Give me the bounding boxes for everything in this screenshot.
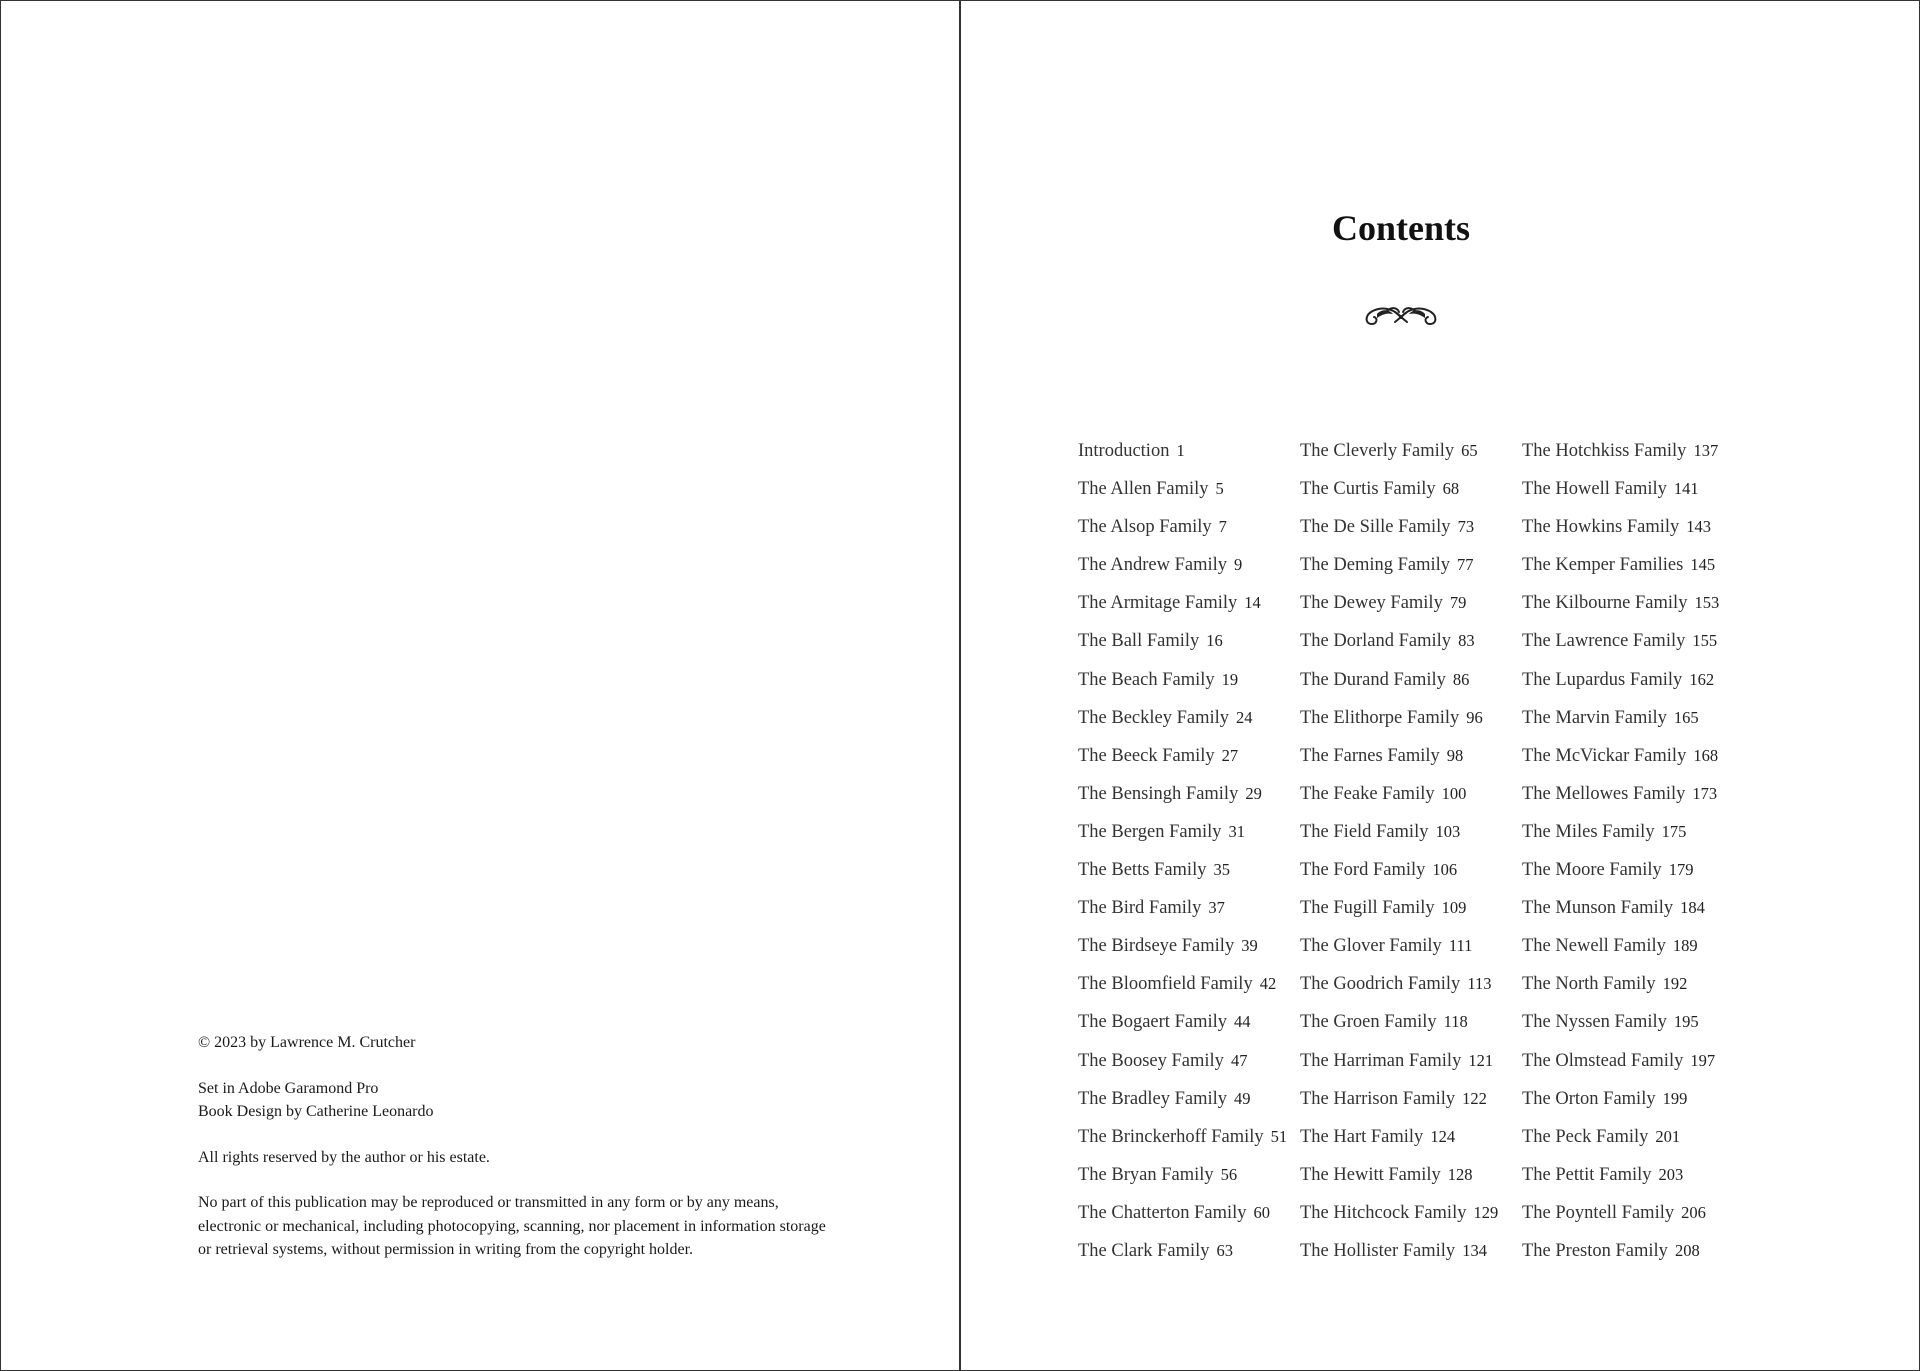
toc-entry xyxy=(1522,587,1744,625)
toc-entry-page-number: 49 xyxy=(1234,1088,1251,1108)
toc-entry xyxy=(1522,664,1744,702)
toc-entry-title: The Orton Family xyxy=(1522,1088,1656,1109)
toc-entry-page-number: 179 xyxy=(1668,860,1694,880)
toc-entry-page-number: 203 xyxy=(1658,1164,1684,1184)
toc-entry xyxy=(1522,435,1744,473)
toc-entry-title: The Hotchkiss Family xyxy=(1522,441,1687,461)
toc-entry xyxy=(1522,854,1744,892)
toc-entry xyxy=(1078,1121,1300,1159)
toc-entry-title: The North Family xyxy=(1522,974,1656,995)
toc-entry xyxy=(1078,664,1300,702)
toc-entry-page-number: 165 xyxy=(1673,707,1699,727)
toc-entry-page-number: 98 xyxy=(1446,745,1464,765)
toc-entry-title: Introduction xyxy=(1078,441,1170,461)
toc-entry-page-number: 122 xyxy=(1462,1088,1487,1108)
toc-entry xyxy=(1300,549,1522,587)
toc-entry xyxy=(1522,740,1744,778)
toc-entry-page-number: 31 xyxy=(1228,821,1246,841)
toc-entry xyxy=(1078,1006,1300,1044)
toc-entry-title: The McVickar Family xyxy=(1522,745,1687,766)
toc-entry xyxy=(1300,892,1522,930)
toc-entry xyxy=(1300,1045,1522,1083)
toc-entry-title: The Lawrence Family xyxy=(1522,631,1686,652)
toc-entry-page-number: 109 xyxy=(1441,898,1467,918)
toc-column-1 xyxy=(1078,435,1300,1273)
toc-entry-page-number: 68 xyxy=(1442,479,1460,499)
toc-entry-page-number: 7 xyxy=(1218,517,1227,537)
toc-entry-page-number: 35 xyxy=(1213,860,1230,880)
toc-entry xyxy=(1078,1197,1300,1235)
toc-entry-page-number: 155 xyxy=(1692,631,1718,651)
toc-entry-page-number: 5 xyxy=(1215,479,1224,499)
toc-entry-page-number: 9 xyxy=(1234,555,1243,575)
toc-entry-title: The Pettit Family xyxy=(1522,1164,1652,1185)
toc-entry xyxy=(1522,1159,1744,1197)
toc-entry xyxy=(1078,968,1300,1006)
toc-entry xyxy=(1522,473,1744,511)
toc-entry-title: The Bryan Family xyxy=(1078,1164,1214,1185)
toc-entry-page-number: 65 xyxy=(1461,441,1478,460)
toc-entry-title: The Howell Family xyxy=(1522,479,1667,500)
fleuron-ornament-icon xyxy=(1357,300,1445,332)
toc-entry xyxy=(1300,740,1522,778)
toc-entry xyxy=(1078,816,1300,854)
toc-entry xyxy=(1300,511,1522,549)
toc-entry xyxy=(1300,968,1522,1006)
toc-entry-title: The Groen Family xyxy=(1300,1012,1437,1033)
toc-entry-page-number: 79 xyxy=(1449,593,1467,613)
toc-entry-page-number: 27 xyxy=(1221,745,1239,765)
toc-entry-page-number: 141 xyxy=(1673,479,1699,499)
toc-entry xyxy=(1078,511,1300,549)
toc-entry-title: The Beach Family xyxy=(1078,669,1215,690)
toc-entry-title: The Beeck Family xyxy=(1078,745,1215,766)
toc-entry xyxy=(1078,702,1300,740)
toc-entry-title: The Beckley Family xyxy=(1078,707,1230,728)
toc-entry-title: The Harrison Family xyxy=(1300,1088,1456,1109)
design-credit: Book Design by Catherine Leonardo xyxy=(198,1103,434,1120)
toc-entry-title: The Bradley Family xyxy=(1078,1088,1227,1109)
toc-entry xyxy=(1078,587,1300,625)
toc-entry-page-number: 175 xyxy=(1661,821,1687,841)
toc-entry-page-number: 56 xyxy=(1220,1164,1238,1184)
toc-entry-title: The Poyntell Family xyxy=(1522,1202,1675,1223)
toc-entry xyxy=(1522,930,1744,968)
copyright-block xyxy=(198,1031,838,1284)
toc-entry-title: The Fugill Family xyxy=(1300,898,1435,919)
toc-entry-title: The Bogaert Family xyxy=(1078,1012,1227,1033)
toc-column-2 xyxy=(1300,435,1522,1273)
toc-entry-page-number: 37 xyxy=(1208,898,1225,918)
toc-entry xyxy=(1300,1121,1522,1159)
toc-entry-title: The Bensingh Family xyxy=(1078,783,1239,804)
toc-entry xyxy=(1078,930,1300,968)
toc-entry-title: The Armitage Family xyxy=(1078,593,1238,614)
toc-entry-page-number: 137 xyxy=(1693,441,1719,460)
toc-entry-title: The Dewey Family xyxy=(1300,593,1443,614)
toc-entry-title: The Kilbourne Family xyxy=(1522,593,1688,614)
toc-entry-title: The Boosey Family xyxy=(1078,1050,1224,1071)
toc-entry-title: The Feake Family xyxy=(1300,783,1435,804)
toc-entry-page-number: 77 xyxy=(1457,555,1474,575)
toc-entry xyxy=(1522,1235,1744,1273)
toc-entry xyxy=(1300,473,1522,511)
contents-page xyxy=(961,1,1919,1370)
contents-title: Contents xyxy=(1331,208,1470,248)
toc-entry-title: The Nyssen Family xyxy=(1522,1012,1667,1033)
toc-entry-title: The Hollister Family xyxy=(1300,1240,1456,1261)
toc-entry-title: The Miles Family xyxy=(1522,821,1655,842)
toc-column-3 xyxy=(1522,435,1744,1273)
toc-entry-page-number: 111 xyxy=(1448,936,1473,956)
toc-entry-page-number: 192 xyxy=(1662,974,1688,994)
toc-entry-title: The De Sille Family xyxy=(1300,517,1451,538)
toc-entry-title: The Munson Family xyxy=(1522,898,1674,919)
toc-entry-page-number: 1 xyxy=(1176,441,1185,460)
toc-entry xyxy=(1078,854,1300,892)
toc-entry-title: The Preston Family xyxy=(1522,1240,1668,1261)
toc-entry-title: The Mellowes Family xyxy=(1522,783,1686,804)
toc-entry-page-number: 206 xyxy=(1681,1202,1706,1222)
toc-entry-page-number: 201 xyxy=(1655,1126,1681,1146)
toc-entry-title: The Peck Family xyxy=(1522,1126,1649,1147)
toc-entry-page-number: 208 xyxy=(1674,1240,1700,1260)
copyright-notice: © 2023 by Lawrence M. Crutcher xyxy=(198,1034,416,1051)
toc-entry-title: The Newell Family xyxy=(1522,936,1666,957)
toc-entry-title: The Marvin Family xyxy=(1522,707,1667,728)
toc-entry-title: The Clark Family xyxy=(1078,1240,1210,1261)
toc-entry-page-number: 143 xyxy=(1686,517,1711,537)
toc-entry-title: The Brinckerhoff Family xyxy=(1078,1126,1264,1147)
toc-entry-title: The Betts Family xyxy=(1078,860,1207,881)
toc-entry-title: The Glover Family xyxy=(1300,936,1442,957)
toc-entry-page-number: 100 xyxy=(1441,783,1467,803)
toc-entry-page-number: 96 xyxy=(1466,707,1483,727)
toc-entry xyxy=(1300,1159,1522,1197)
toc-entry xyxy=(1300,778,1522,816)
toc-entry-page-number: 121 xyxy=(1468,1050,1494,1070)
toc-entry xyxy=(1522,1083,1744,1121)
toc-entry xyxy=(1078,1235,1300,1273)
toc-entry xyxy=(1078,1045,1300,1083)
toc-entry-page-number: 128 xyxy=(1447,1164,1473,1184)
toc-entry-title: The Harriman Family xyxy=(1300,1050,1462,1071)
toc-entry-title: The Hewitt Family xyxy=(1300,1164,1441,1185)
toc-entry xyxy=(1078,1083,1300,1121)
toc-entry-title: The Ford Family xyxy=(1300,860,1426,881)
toc-entry-title: The Dorland Family xyxy=(1300,631,1452,652)
toc-entry-title: The Hart Family xyxy=(1300,1126,1424,1147)
toc-entry xyxy=(1078,549,1300,587)
toc-entry-title: The Ball Family xyxy=(1078,631,1200,652)
toc-entry xyxy=(1522,968,1744,1006)
toc-entry-title: The Cleverly Family xyxy=(1300,441,1455,461)
toc-entry-title: The Curtis Family xyxy=(1300,479,1436,500)
toc-entry-page-number: 86 xyxy=(1452,669,1470,689)
toc-entry xyxy=(1522,1006,1744,1044)
toc-entry-page-number: 63 xyxy=(1216,1240,1234,1260)
toc-entry xyxy=(1522,625,1744,663)
toc-entry-page-number: 73 xyxy=(1457,517,1475,537)
typeface-credit: Set in Adobe Garamond Pro xyxy=(198,1079,379,1097)
toc-entry xyxy=(1300,854,1522,892)
toc-entry xyxy=(1078,625,1300,663)
toc-entry xyxy=(1078,435,1300,473)
toc-entry-page-number: 51 xyxy=(1270,1126,1288,1146)
toc-entry-page-number: 14 xyxy=(1244,593,1261,613)
toc-entry-page-number: 42 xyxy=(1259,974,1277,994)
toc-entry-title: The Bergen Family xyxy=(1078,821,1222,842)
toc-entry-page-number: 44 xyxy=(1234,1012,1251,1032)
toc-entry xyxy=(1300,1006,1522,1044)
toc-entry-title: The Alsop Family xyxy=(1078,517,1212,538)
toc-entry-title: The Elithorpe Family xyxy=(1300,707,1460,728)
toc-entry xyxy=(1078,778,1300,816)
toc-entry-page-number: 195 xyxy=(1673,1012,1699,1032)
toc-entry xyxy=(1078,473,1300,511)
toc-entry xyxy=(1300,587,1522,625)
toc-entry-page-number: 129 xyxy=(1473,1202,1499,1222)
toc-entry xyxy=(1078,892,1300,930)
toc-entry xyxy=(1300,1083,1522,1121)
toc-entry xyxy=(1078,740,1300,778)
toc-entry xyxy=(1300,625,1522,663)
toc-entry-page-number: 29 xyxy=(1245,783,1262,803)
toc-entry xyxy=(1522,1121,1744,1159)
toc-entry-title: The Durand Family xyxy=(1300,669,1446,690)
toc-entry xyxy=(1522,816,1744,854)
toc-entry xyxy=(1300,435,1522,473)
toc-entry-page-number: 118 xyxy=(1443,1012,1468,1032)
toc-entry-page-number: 19 xyxy=(1221,669,1239,689)
toc-entry-title: The Field Family xyxy=(1300,821,1429,842)
toc-entry-page-number: 173 xyxy=(1692,783,1718,803)
toc-entry-page-number: 153 xyxy=(1694,593,1720,613)
toc-entry-page-number: 197 xyxy=(1690,1050,1716,1070)
toc-entry-title: The Kemper Families xyxy=(1522,555,1684,576)
toc-entry xyxy=(1300,664,1522,702)
toc-entry-page-number: 16 xyxy=(1206,631,1223,651)
toc-entry-page-number: 47 xyxy=(1230,1050,1248,1070)
toc-entry-page-number: 168 xyxy=(1693,745,1719,765)
toc-entry-page-number: 134 xyxy=(1462,1240,1487,1260)
rights-statement: All rights reserved by the author or his estate. xyxy=(198,1148,490,1166)
toc-entry-page-number: 113 xyxy=(1467,974,1492,994)
toc-entry-page-number: 184 xyxy=(1680,898,1705,918)
toc-entry xyxy=(1078,1159,1300,1197)
toc-entry xyxy=(1300,930,1522,968)
copyright-page xyxy=(1,1,961,1370)
toc-entry-page-number: 39 xyxy=(1241,936,1258,956)
toc-entry xyxy=(1300,1235,1522,1273)
toc-entry-title: The Birdseye Family xyxy=(1078,936,1235,957)
toc-entry-title: The Olmstead Family xyxy=(1522,1050,1684,1071)
toc-entry-page-number: 162 xyxy=(1689,669,1715,689)
toc-entry-page-number: 106 xyxy=(1432,860,1458,880)
toc-entry xyxy=(1300,702,1522,740)
toc-entry-title: The Bloomfield Family xyxy=(1078,974,1253,995)
toc-entry-page-number: 83 xyxy=(1458,631,1475,651)
toc-entry-title: The Goodrich Family xyxy=(1300,974,1461,995)
toc-entry-title: The Hitchcock Family xyxy=(1300,1202,1467,1223)
toc-entry-title: The Farnes Family xyxy=(1300,745,1440,766)
toc-entry xyxy=(1522,511,1744,549)
toc-entry-title: The Howkins Family xyxy=(1522,517,1680,538)
toc-entry-page-number: 145 xyxy=(1690,555,1716,575)
toc-entry-title: The Moore Family xyxy=(1522,860,1662,881)
toc-entry xyxy=(1300,1197,1522,1235)
toc-entry-page-number: 60 xyxy=(1253,1202,1271,1222)
toc-entry-page-number: 199 xyxy=(1662,1088,1688,1108)
toc-entry xyxy=(1300,816,1522,854)
toc-entry xyxy=(1522,549,1744,587)
toc-entry-title: The Chatterton Family xyxy=(1078,1202,1247,1223)
toc-entry xyxy=(1522,1197,1744,1235)
toc-entry-page-number: 189 xyxy=(1672,936,1698,956)
toc-entry xyxy=(1522,1045,1744,1083)
toc-entry-title: The Allen Family xyxy=(1078,479,1209,500)
toc-entry-title: The Deming Family xyxy=(1300,555,1451,576)
toc-entry-title: The Andrew Family xyxy=(1078,555,1228,576)
toc-entry-page-number: 24 xyxy=(1236,707,1253,727)
reproduction-notice: No part of this publication may be reproduced or transmitted in any form or by any means, electronic or mechanical, including photocopying, scanning, nor placement in information storage or retrieval systems, without permission in writing from the copyright holder. xyxy=(198,1194,826,1258)
toc-entry-page-number: 124 xyxy=(1430,1126,1456,1146)
toc-entry-page-number: 103 xyxy=(1435,821,1461,841)
toc-entry xyxy=(1522,892,1744,930)
toc-entry xyxy=(1522,702,1744,740)
toc-entry-title: The Lupardus Family xyxy=(1522,669,1683,690)
toc-entry xyxy=(1522,778,1744,816)
toc-entry-title: The Bird Family xyxy=(1078,898,1202,919)
